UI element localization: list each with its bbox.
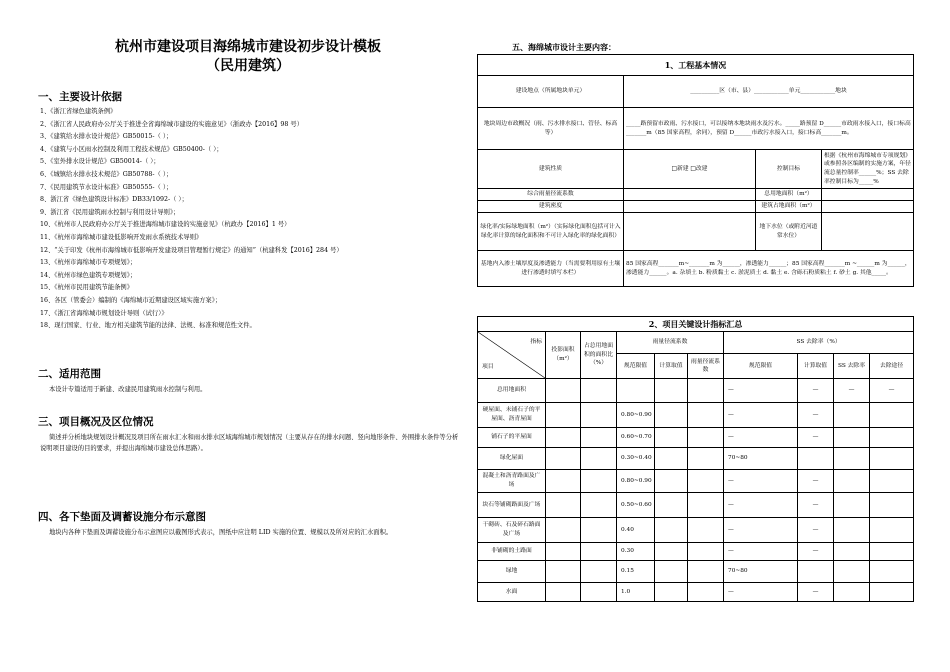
- runoff-coef-cell[interactable]: [688, 518, 724, 543]
- design-basis-item: 5、《室外排水设计规范》GB50014-（ ）；: [40, 158, 160, 166]
- runoff-calc-cell[interactable]: [655, 583, 688, 602]
- header-runoff-coef: 雨量径流系数: [688, 354, 724, 379]
- section-1-heading: 一、主要设计依据: [38, 91, 122, 103]
- ratio-cell[interactable]: [581, 583, 617, 602]
- ss-rate-cell[interactable]: —: [834, 379, 870, 403]
- design-basis-item: 6、《城镇给水排水技术规范》GB50788-（ ）；: [40, 170, 173, 178]
- runoff-coef-cell[interactable]: [688, 493, 724, 518]
- header-ss-calc: 计算取值: [798, 354, 834, 379]
- ss-way-cell[interactable]: [870, 583, 914, 602]
- ss-calc-cell[interactable]: —: [798, 379, 834, 403]
- section-3-text: 简述并分析地块规划设计概况及项目所在雨水汇水和雨水排水区域海绵城市规划情况（主要从存在的排水问题、竖向地形条件、外围排水条件等分析说明项目建设的目的要求，并提出海绵城市建设总体思路）。: [40, 434, 459, 452]
- header-indicator: 指标: [530, 339, 542, 345]
- runoff-calc-cell[interactable]: [655, 493, 688, 518]
- ss-way-cell[interactable]: —: [870, 379, 914, 403]
- ss-calc-cell[interactable]: —: [798, 428, 834, 448]
- header-ss-way: 去除途径: [870, 354, 914, 379]
- section-4-text: 地块内各种下垫面及调蓄设施分布示意图应以截图形式表示，图纸中应注明 LID 实施的位置、规模以及所对应的汇水面积。: [49, 529, 393, 536]
- ratio-cell[interactable]: [581, 470, 617, 493]
- ratio-cell[interactable]: [581, 448, 617, 470]
- section-3-heading: 三、项目概况及区位情况: [38, 416, 154, 428]
- table-row: [478, 470, 914, 493]
- runoff-coef-cell[interactable]: [688, 403, 724, 428]
- runoff-calc-cell[interactable]: [655, 448, 688, 470]
- row-label: 总用地面积: [478, 379, 546, 403]
- table-row: [478, 493, 914, 518]
- ss-spec-cell: —: [724, 518, 798, 543]
- design-basis-item: 16、各区（管委会）编制的《海绵城市近期建设区域实施方案》；: [40, 296, 222, 304]
- ss-rate-cell[interactable]: [834, 428, 870, 448]
- runoff-spec-cell: 0.80~0.90: [617, 470, 655, 493]
- design-basis-list: [40, 106, 343, 333]
- row-label: 混凝土和沥青路面及广场: [478, 470, 546, 493]
- header-item: 项目: [482, 364, 494, 371]
- header-ss: SS 去除率（%）: [724, 332, 914, 354]
- building-density-value[interactable]: [624, 201, 756, 213]
- ss-way-cell[interactable]: [870, 470, 914, 493]
- header-runoff-spec: 规范限值: [617, 354, 655, 379]
- area-cell[interactable]: [546, 379, 581, 403]
- ss-spec-cell: 70~80: [724, 561, 798, 583]
- building-nature-checkboxes[interactable]: □新建 □改建: [624, 150, 756, 189]
- ratio-cell[interactable]: [581, 403, 617, 428]
- corner-header: [478, 332, 546, 379]
- design-basis-item: 14、《杭州市绿色建筑专项规划》；: [40, 271, 137, 279]
- design-basis-item: 9、浙江省《民用建筑雨水控制与利用设计导则》；: [40, 208, 180, 216]
- section-5-heading: 五、海绵城市设计主要内容：: [512, 42, 616, 52]
- ratio-cell[interactable]: [581, 543, 617, 561]
- green-ratio-label: 绿化率/实际绿地面积（m²）（实际绿化面积包括可计入绿化率计算的绿化面积和不可计入绿化率的绿化面积）: [478, 213, 624, 251]
- header-runoff: 雨量径流系数: [617, 332, 724, 354]
- design-basis-item: 11、《杭州市海绵城市建设低影响开发雨水系统技术导则》: [40, 233, 203, 241]
- runoff-coef-cell[interactable]: [688, 428, 724, 448]
- runoff-spec-cell: [617, 379, 655, 403]
- runoff-coef-value[interactable]: [624, 189, 756, 201]
- ss-spec-cell: —: [724, 493, 798, 518]
- runoff-spec-cell: 0.50~0.60: [617, 493, 655, 518]
- ss-rate-cell[interactable]: [834, 543, 870, 561]
- green-ratio-value[interactable]: [624, 213, 756, 251]
- building-nature-label: 建筑性质: [478, 150, 624, 189]
- ss-spec-cell: —: [724, 379, 798, 403]
- building-base-area-label: 建筑占地面积（m²）: [756, 201, 822, 213]
- ss-spec-cell: —: [724, 428, 798, 448]
- runoff-calc-cell[interactable]: [655, 561, 688, 583]
- left-column: [38, 38, 459, 536]
- doc-subtitle: （民用建筑）: [206, 58, 290, 74]
- table-row: [478, 561, 914, 583]
- area-cell[interactable]: [546, 470, 581, 493]
- ss-way-cell[interactable]: [870, 403, 914, 428]
- building-density-label: 建筑密度: [478, 201, 624, 213]
- location-label: 建设地点（所属地块单元）: [478, 76, 624, 108]
- municipal-label: 地块周边市政概况（雨、污水排水接口、管径、标高等）: [478, 108, 624, 150]
- row-label: 绿化屋面: [478, 448, 546, 470]
- ss-calc-cell[interactable]: —: [798, 493, 834, 518]
- ss-way-cell[interactable]: [870, 493, 914, 518]
- ss-calc-cell[interactable]: —: [798, 403, 834, 428]
- table-row: [478, 403, 914, 428]
- area-cell[interactable]: [546, 583, 581, 602]
- runoff-spec-cell: 0.30: [617, 543, 655, 561]
- design-basis-item: 2、《浙江省人民政府办公厅关于推进全省海绵城市建设的实施意见》（浙政办【2016】98 号）: [40, 120, 304, 128]
- doc-title: 杭州市建设项目海绵城市建设初步设计模板: [115, 39, 381, 55]
- table-row: [478, 428, 914, 448]
- row-label: 水面: [478, 583, 546, 602]
- ratio-cell[interactable]: [581, 518, 617, 543]
- table-row: [478, 518, 914, 543]
- area-cell[interactable]: [546, 543, 581, 561]
- infiltration-label: 基地内入渗土壤厚度及渗透能力（当需要利用原有土壤进行渗透时填写本栏）: [478, 251, 624, 287]
- table-row: [478, 583, 914, 602]
- row-label: 非铺砌的土路面: [478, 543, 546, 561]
- row-label: 绿地: [478, 561, 546, 583]
- design-basis-item: 15、《杭州市民用建筑节能条例》: [40, 284, 134, 292]
- runoff-spec-cell: 0.15: [617, 561, 655, 583]
- runoff-coef-label: 综合雨量径流系数: [478, 189, 624, 201]
- table-1-title: 1、工程基本情况: [478, 55, 914, 76]
- table-2-title: 2、项目关键设计指标汇总: [478, 317, 914, 332]
- area-cell[interactable]: [546, 518, 581, 543]
- ss-way-cell[interactable]: [870, 561, 914, 583]
- ss-calc-cell[interactable]: [798, 561, 834, 583]
- ss-way-cell[interactable]: [870, 518, 914, 543]
- ss-rate-cell[interactable]: [834, 493, 870, 518]
- header-ss-spec: 规范限值: [724, 354, 798, 379]
- runoff-coef-cell[interactable]: [688, 448, 724, 470]
- runoff-spec-cell: 0.60~0.70: [617, 428, 655, 448]
- runoff-calc-cell[interactable]: [655, 518, 688, 543]
- area-cell[interactable]: [546, 448, 581, 470]
- runoff-spec-cell: 0.80~0.90: [617, 403, 655, 428]
- runoff-spec-cell: 0.30~0.40: [617, 448, 655, 470]
- table-row: [478, 448, 914, 470]
- runoff-calc-cell[interactable]: [655, 543, 688, 561]
- ss-spec-cell: —: [724, 470, 798, 493]
- section-4-heading: 四、各下垫面及调蓄设施分布示意图: [38, 511, 206, 523]
- section-2-text: 本设计专篇适用于新建、改建民用建筑雨水控制与利用。: [49, 386, 207, 393]
- header-ratio: 占总用地面积的面积比（%）: [581, 332, 617, 379]
- ss-way-cell[interactable]: [870, 428, 914, 448]
- area-cell[interactable]: [546, 493, 581, 518]
- total-area-label: 总用地面积（m²）: [756, 189, 822, 201]
- ratio-cell[interactable]: [581, 493, 617, 518]
- groundwater-value[interactable]: [822, 213, 914, 251]
- row-label: 铺石子的平屋面: [478, 428, 546, 448]
- design-basis-item: 13、《杭州市海绵城市专项规划》；: [40, 259, 137, 267]
- design-basis-item: 4、《建筑与小区雨水控制及利用工程技术规范》GB50400-（ ）；: [40, 145, 223, 153]
- ss-spec-cell: 70~80: [724, 448, 798, 470]
- ss-calc-cell[interactable]: [798, 448, 834, 470]
- ss-calc-cell[interactable]: —: [798, 583, 834, 602]
- control-target-label: 控制目标: [756, 150, 822, 189]
- row-label: 硬屋面、未铺石子的平屋面、沥青屋面: [478, 403, 546, 428]
- ss-spec-cell: —: [724, 583, 798, 602]
- runoff-coef-cell[interactable]: [688, 470, 724, 493]
- ratio-cell[interactable]: [581, 428, 617, 448]
- ss-spec-cell: —: [724, 403, 798, 428]
- ss-rate-cell[interactable]: [834, 448, 870, 470]
- runoff-calc-cell[interactable]: [655, 470, 688, 493]
- ss-calc-cell[interactable]: —: [798, 543, 834, 561]
- design-basis-item: 7、《民用建筑节水设计标准》GB50555-（ ）；: [40, 183, 173, 191]
- municipal-value: _____路预留市政雨、污水接口，可以接纳本地块雨水及污水。_____路预留 D______市政雨水接入口，接口标高_______m（85 国家高程，余同），预留 D______市政污水接入口，接口标高_______m。: [624, 108, 914, 150]
- runoff-coef-cell[interactable]: [688, 561, 724, 583]
- building-base-area-value[interactable]: [822, 201, 914, 213]
- project-basic-info-table: [477, 54, 914, 287]
- design-basis-item: 1、《浙江省绿色建筑条例》: [40, 108, 117, 115]
- area-cell[interactable]: [546, 428, 581, 448]
- ratio-cell[interactable]: [581, 379, 617, 403]
- runoff-calc-cell[interactable]: [655, 379, 688, 403]
- runoff-calc-cell[interactable]: [655, 403, 688, 428]
- table-row: [478, 379, 914, 403]
- runoff-spec-cell: 0.40: [617, 518, 655, 543]
- header-runoff-calc: 计算取值: [655, 354, 688, 379]
- runoff-coef-cell[interactable]: [688, 583, 724, 602]
- row-label: 块石等铺砌路面及广场: [478, 493, 546, 518]
- runoff-coef-cell[interactable]: [688, 379, 724, 403]
- runoff-coef-cell[interactable]: [688, 543, 724, 561]
- key-indicators-table: [477, 316, 914, 602]
- row-label: 干砌砖、石及碎石路面及广场: [478, 518, 546, 543]
- design-basis-item: 3、《建筑给水排水设计规范》GB50015-（ ）；: [40, 133, 173, 141]
- section-2-heading: 二、适用范围: [38, 368, 101, 380]
- runoff-spec-cell: 1.0: [617, 583, 655, 602]
- ss-calc-cell[interactable]: —: [798, 518, 834, 543]
- table-row: [478, 543, 914, 561]
- area-cell[interactable]: [546, 403, 581, 428]
- total-area-value[interactable]: [822, 189, 914, 201]
- design-basis-item: 17、《浙江省海绵城市规划设计导则（试行）》: [40, 309, 168, 317]
- header-ss-rate: SS 去除率: [834, 354, 870, 379]
- infiltration-value: 85 国家高程_______m~_______m 为______，渗透能力______；85 国家高程_______m ~______m 为______，渗透能力______。a. 杂填土 b. 粉质黏土 c. 淤泥质土 d. 黏土 e. 含砾石粉质粘土 f. 砂土 g. 其他_____。: [624, 251, 914, 287]
- ss-way-cell[interactable]: [870, 448, 914, 470]
- area-cell[interactable]: [546, 561, 581, 583]
- ss-spec-cell: —: [724, 543, 798, 561]
- design-basis-item: 12、“关于印发《杭州市海绵城市低影响开发建设项目管理暂行规定》的通知”（杭建科发【2016】284 号）: [40, 246, 343, 254]
- location-value: __________区（市、县）____________单元____________地块: [624, 76, 914, 108]
- design-basis-item: 8、浙江省《绿色建筑设计标准》DB33/1092-（ ）；: [40, 196, 188, 204]
- ss-way-cell[interactable]: [870, 543, 914, 561]
- runoff-calc-cell[interactable]: [655, 428, 688, 448]
- ss-calc-cell[interactable]: —: [798, 470, 834, 493]
- ratio-cell[interactable]: [581, 561, 617, 583]
- ss-rate-cell[interactable]: [834, 583, 870, 602]
- ss-rate-cell[interactable]: [834, 561, 870, 583]
- header-area: 投影面积（m²）: [546, 332, 581, 379]
- design-basis-item: 18、现行国家、行业、地方相关建筑节能的法律、法规、标准和规范性文件。: [40, 322, 256, 330]
- ss-rate-cell[interactable]: [834, 470, 870, 493]
- ss-rate-cell[interactable]: [834, 403, 870, 428]
- design-basis-item: 10、《杭州市人民政府办公厅关于推进海绵城市建设的实施意见》（杭政办【2016】1 号）: [40, 221, 291, 229]
- ss-rate-cell[interactable]: [834, 518, 870, 543]
- groundwater-label: 地下水位（或附近河道常水位）: [756, 213, 822, 251]
- control-target-value: 根据《杭州市海绵城市专项规划》或参照各区编制的实施方案，年径流总量控制率______%；SS 去除率控制目标为_____%: [822, 150, 914, 189]
